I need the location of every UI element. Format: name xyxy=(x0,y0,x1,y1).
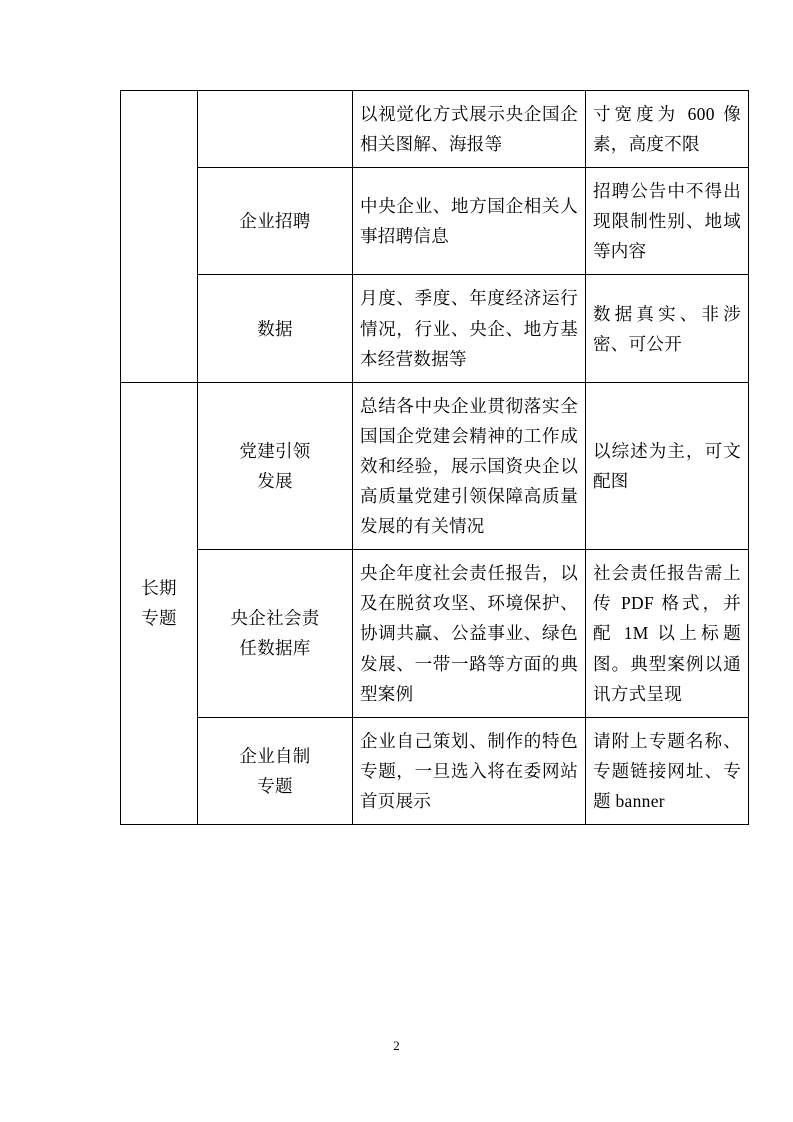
subcategory-cell: 企业招聘 xyxy=(198,168,353,275)
requirement-cell: 请附上专题名称、专题链接网址、专题 banner xyxy=(586,717,749,824)
category-cell xyxy=(121,91,198,383)
requirement-cell: 社会责任报告需上传 PDF 格式，并配 1M 以上标题图。典型案例以通讯方式呈现 xyxy=(586,550,749,717)
requirement-cell: 寸宽度为 600 像素，高度不限 xyxy=(586,91,749,168)
requirement-cell: 数据真实、非涉密、可公开 xyxy=(586,275,749,382)
table-row xyxy=(121,382,749,549)
table-row xyxy=(121,550,749,717)
subcategory-cell: 企业自制 专题 xyxy=(198,717,353,824)
table-row xyxy=(121,91,749,168)
subcategory-cell: 数据 xyxy=(198,275,353,382)
content-table xyxy=(120,90,749,825)
subcategory-cell xyxy=(198,91,353,168)
requirement-cell: 招聘公告中不得出现限制性别、地域等内容 xyxy=(586,168,749,275)
content-table-container xyxy=(120,90,741,825)
description-cell: 中央企业、地方国企相关人事招聘信息 xyxy=(353,168,586,275)
category-cell: 长期 专题 xyxy=(121,382,198,824)
table-body xyxy=(121,91,749,825)
requirement-cell: 以综述为主，可文配图 xyxy=(586,382,749,549)
description-cell: 央企年度社会责任报告，以及在脱贫攻坚、环境保护、协调共赢、公益事业、绿色发展、一带一路等方面的典型案例 xyxy=(353,550,586,717)
table-row xyxy=(121,168,749,275)
subcategory-cell: 党建引领 发展 xyxy=(198,382,353,549)
description-cell: 以视觉化方式展示央企国企相关图解、海报等 xyxy=(353,91,586,168)
description-cell: 总结各中央企业贯彻落实全国国企党建会精神的工作成效和经验，展示国资央企以高质量党建引领保障高质量发展的有关情况 xyxy=(353,382,586,549)
table-row xyxy=(121,275,749,382)
description-cell: 月度、季度、年度经济运行情况，行业、央企、地方基本经营数据等 xyxy=(353,275,586,382)
subcategory-cell: 央企社会责 任数据库 xyxy=(198,550,353,717)
page-number: 2 xyxy=(393,1038,400,1053)
description-cell: 企业自己策划、制作的特色专题，一旦选入将在委网站首页展示 xyxy=(353,717,586,824)
table-row xyxy=(121,717,749,824)
